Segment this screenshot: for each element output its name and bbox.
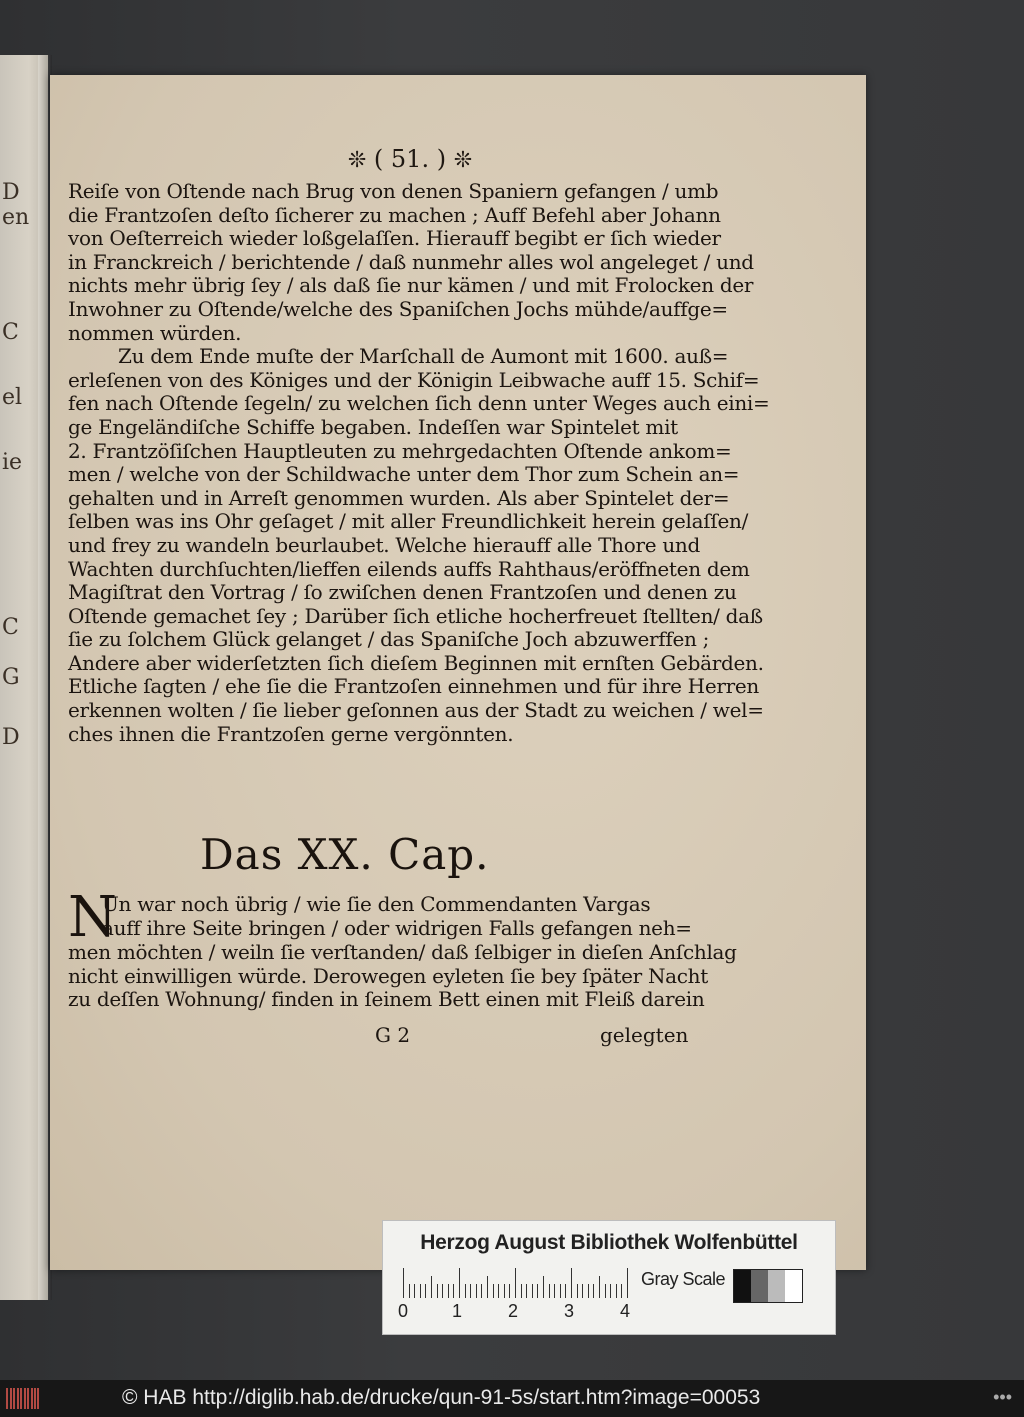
logo-stripe <box>20 1388 22 1409</box>
color-ruler <box>382 1220 836 1335</box>
scale-tick <box>532 1284 533 1298</box>
text-line: gehalten und in Arreſt genommen wurden. Als aber Spintelet der= <box>68 485 730 510</box>
scale-tick <box>554 1284 555 1298</box>
scale-number: 3 <box>564 1301 575 1321</box>
body-text <box>68 179 770 746</box>
scale-tick <box>437 1284 438 1298</box>
text-line: Inwohner zu Oſtende/welche des Spaniſchen Jochs mühde/auffge= <box>68 296 728 321</box>
scale-tick <box>442 1284 443 1298</box>
library-name: Herzog August Bibliothek Wolfenbüttel <box>420 1231 798 1254</box>
scale-tick <box>537 1284 538 1298</box>
text-line: auff ihre Seite bringen / oder widrigen Falls gefangen neh= <box>102 915 692 940</box>
scale-tick <box>470 1284 471 1298</box>
text-line: Etliche ſagten / ehe ſie die Frantzoſen einnehmen und für ihre Herren <box>68 674 759 699</box>
chapter-text <box>68 885 737 1012</box>
text-line: men möchten / weiln ſie verſtanden/ daß ſelbiger in dieſen Anſchlag <box>68 940 737 964</box>
signature-mark: G 2 <box>375 1023 411 1047</box>
more-options-icon[interactable]: ••• <box>993 1387 1012 1407</box>
text-line: von Oeſterreich wieder loßgelaſſen. Hierauff begibt er ſich wieder <box>68 226 721 251</box>
gray-swatch <box>785 1270 802 1302</box>
scale-tick <box>487 1276 488 1298</box>
catchword: gelegten <box>600 1023 689 1047</box>
scale-tick <box>599 1276 600 1298</box>
logo-stripe <box>6 1388 8 1409</box>
text-line: die Frantzoſen deſto ſicherer zu machen ; Auff Befehl aber Johann <box>68 202 721 227</box>
scale-tick <box>593 1284 594 1298</box>
text-line: fen nach Oſtende ſegeln/ zu welchen ſich denn unter Weges auch eini= <box>68 391 770 416</box>
text-line: men / welche von der Schildwache unter dem Thor zum Schein an= <box>68 462 740 487</box>
page-number: ❊ ( 51. ) ❊ <box>347 145 473 173</box>
text-line: nommen würden. <box>68 320 242 345</box>
text-line: Magiſtrat den Vortrag / ſo zwiſchen denen Frantzoſen und denen zu <box>68 580 737 605</box>
scale-tick <box>565 1284 566 1298</box>
text-line: zu deſſen Wohnung/ finden in ſeinem Bett einen mit Fleiß darein <box>68 987 705 1012</box>
previous-page-edge: D en C el ie C G D <box>0 55 48 1300</box>
scale-tick <box>515 1268 516 1298</box>
scale-tick <box>560 1284 561 1298</box>
scale-tick <box>504 1284 505 1298</box>
gray-scale-label: Gray Scale <box>641 1269 726 1289</box>
scale-tick <box>414 1284 415 1298</box>
gray-scale-swatches <box>733 1269 803 1303</box>
scale-tick <box>448 1284 449 1298</box>
scale-number: 0 <box>398 1301 409 1321</box>
scale-tick <box>403 1268 404 1298</box>
scale-tick <box>605 1284 606 1298</box>
text-line: Un war noch übrig / wie ſie den Commendanten Vargas <box>102 892 651 916</box>
scale-tick <box>509 1284 510 1298</box>
text-line: nichts mehr übrig ſey / als daß ſie nur kämen / und mit Frolocken der <box>68 273 754 298</box>
text-line: erleſenen von des Königes und der Königin Leibwache auff 15. Schif= <box>68 367 760 392</box>
scale-number: 2 <box>508 1301 519 1321</box>
logo-stripe <box>34 1388 36 1409</box>
logo-stripe <box>13 1388 15 1409</box>
gray-swatch <box>751 1270 768 1302</box>
drop-capital: N <box>68 885 117 950</box>
text-line: Zu dem Ende muſte der Marſchall de Aumont mit 1600. auß= <box>118 344 729 369</box>
scale-tick <box>577 1284 578 1298</box>
chapter-heading: Das XX. Cap. <box>200 830 490 879</box>
scale-tick <box>420 1284 421 1298</box>
logo-stripe <box>17 1388 19 1409</box>
scale-tick <box>481 1284 482 1298</box>
logo-stripe <box>37 1388 39 1409</box>
scale-tick <box>521 1284 522 1298</box>
copyright-link[interactable]: © HAB http://diglib.hab.de/drucke/qun-91-5s/start.htm?image=00053 <box>122 1386 761 1409</box>
text-line: ches ihnen die Frantzoſen gerne vergönnten. <box>68 721 514 746</box>
document-page <box>50 75 866 1270</box>
scale-tick <box>476 1284 477 1298</box>
text-line: Reiſe von Oſtende nach Brug von denen Spaniern gefangen / umb <box>68 179 719 203</box>
scale-tick <box>627 1268 628 1298</box>
footer-bar <box>0 1380 1024 1417</box>
scale-tick <box>459 1268 460 1298</box>
ornament-right-icon: ❊ <box>453 148 473 173</box>
scale-tick <box>425 1284 426 1298</box>
scale-tick <box>431 1276 432 1298</box>
logo-stripe <box>31 1388 33 1409</box>
scale-number: 1 <box>452 1301 463 1321</box>
text-line: in Franckreich / berichtende / daß nunmehr alles wol angeleget / und <box>68 249 754 274</box>
scale-tick <box>498 1284 499 1298</box>
scale-tick <box>588 1284 589 1298</box>
text-line: ſie zu ſolchem Glück gelanget / das Spaniſche Joch abzuwerffen ; <box>68 627 710 652</box>
scale-tick <box>621 1284 622 1298</box>
text-line: nicht einwilligen würde. Derowegen eyleten ſie bey ſpäter Nacht <box>68 963 708 988</box>
scale-tick <box>453 1284 454 1298</box>
scale-tick <box>465 1284 466 1298</box>
ornament-left-icon: ❊ <box>347 148 367 173</box>
text-line: und frey zu wandeln beurlaubet. Welche hierauff alle Thore und <box>68 532 700 557</box>
scale-tick <box>493 1284 494 1298</box>
text-line: Oſtende gemachet ſey ; Darüber ſich etliche hocherfreuet ſtellten/ daß <box>68 603 763 628</box>
text-line: ſelben was ins Ohr geſaget / mit aller Freundlichkeit herein gelaſſen/ <box>68 509 749 534</box>
scale-tick <box>571 1268 572 1298</box>
hab-logo-icon[interactable] <box>6 1388 40 1409</box>
scale-tick <box>582 1284 583 1298</box>
scale-tick <box>610 1284 611 1298</box>
measure-scale <box>403 1266 629 1298</box>
text-line: 2. Frantzöſiſchen Hauptleuten zu mehrgedachten Oſtende ankom= <box>68 438 732 463</box>
scale-tick <box>543 1276 544 1298</box>
text-line: Wachten durchſuchten/lieffen eilends auffs Rahthaus/eröffneten dem <box>68 556 750 581</box>
scale-number: 4 <box>620 1301 631 1321</box>
scale-tick <box>549 1284 550 1298</box>
text-line: Andere aber widerſetzten ſich dieſem Beginnen mit ernſten Gebärden. <box>68 650 764 675</box>
gray-swatch <box>768 1270 785 1302</box>
text-line: erkennen wolten / ſie lieber geſonnen aus der Stadt zu weichen / wel= <box>68 698 764 723</box>
text-line: ge Engeländiſche Schiffe begaben. Indeſſen war Spintelet mit <box>68 414 678 439</box>
logo-stripe <box>10 1388 12 1409</box>
gray-swatch <box>734 1270 751 1302</box>
scale-tick <box>409 1284 410 1298</box>
scale-tick <box>616 1284 617 1298</box>
scale-tick <box>526 1284 527 1298</box>
logo-stripe <box>24 1388 26 1409</box>
logo-stripe <box>27 1388 29 1409</box>
